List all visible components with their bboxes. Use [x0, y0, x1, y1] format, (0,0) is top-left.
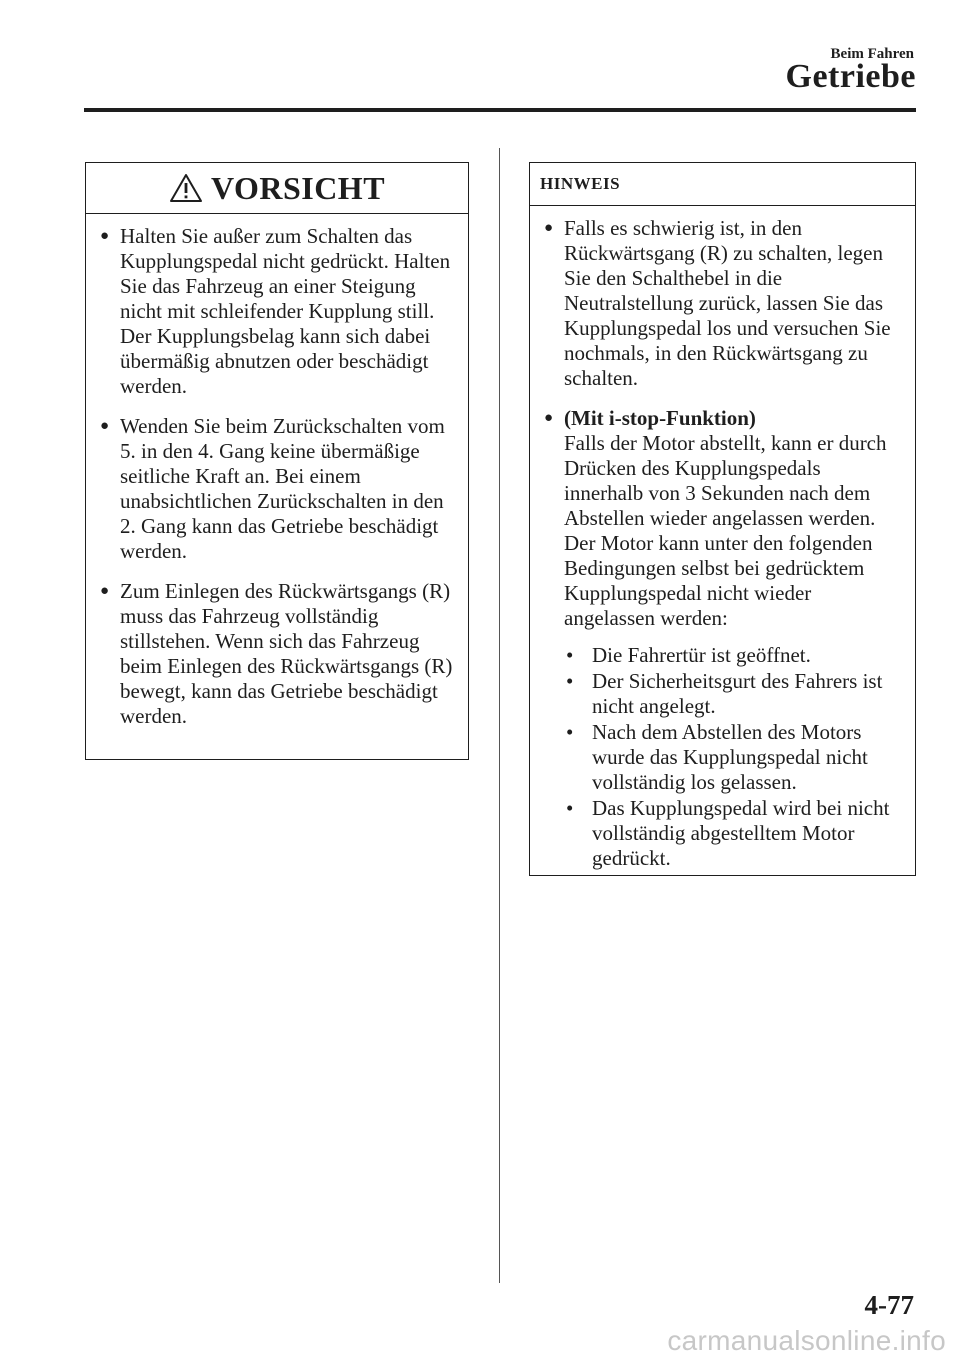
note-header: [530, 163, 915, 206]
footer-url[interactable]: carmanualsonline.info: [667, 1325, 946, 1356]
warning-triangle-icon: [169, 173, 203, 203]
bullet-icon: ●: [544, 410, 554, 426]
sub-bullet-icon: •: [566, 669, 574, 693]
header-rule: [84, 108, 916, 112]
bullet-icon: ●: [544, 220, 554, 236]
caution-item-text: Halten Sie außer zum Schalten das Kupplungspedal nicht gedrückt. Halten Sie das Fahrzeug an einer Steigung nicht mit schleifender Kupplung still. Der Kupplungsbelag kann sich dabei übermäßig abnutzen oder beschädigt werden.: [120, 224, 451, 398]
bullet-icon: ●: [100, 583, 110, 599]
list-item: [564, 796, 903, 871]
caution-body: [86, 214, 468, 729]
note-item-text: Falls es schwierig ist, in den Rückwärtsgang (R) zu schalten, legen Sie den Schalthebel in die Neutralstellung zurück, lassen Sie das Kupplungspedal los und versuchen Sie nochmals, in den Rückwärtsgang zu schalten.: [564, 216, 891, 390]
list-item-text: Der Sicherheitsgurt des Fahrers ist nicht angelegt.: [592, 669, 883, 718]
caution-box: [85, 162, 469, 760]
note-body: [530, 206, 915, 871]
note-box: [529, 162, 916, 876]
note-sub-list: [564, 643, 903, 871]
sub-bullet-icon: •: [566, 643, 574, 667]
list-item: [564, 669, 903, 719]
page-number: 4-77: [864, 1290, 914, 1320]
caution-item: [96, 224, 456, 399]
caution-title: VORSICHT: [210, 169, 386, 206]
list-item-text: Nach dem Abstellen des Motors wurde das Kupplungspedal nicht vollständig los gelassen.: [592, 720, 868, 794]
caution-item: [96, 579, 456, 729]
list-item-text: Die Fahrertür ist geöffnet.: [592, 643, 811, 667]
bullet-icon: ●: [100, 228, 110, 244]
caution-item-text: Zum Einlegen des Rückwärtsgangs (R) muss das Fahrzeug vollständig stillstehen. Wenn sich das Fahrzeug beim Einlegen des Rückwärtsgangs (R) bewegt, kann das Getriebe beschädigt werden.: [120, 579, 453, 728]
sub-bullet-icon: •: [566, 796, 574, 820]
column-divider: [499, 148, 500, 1283]
sub-bullet-icon: •: [566, 720, 574, 744]
caution-header: [86, 163, 468, 214]
list-item-text: Das Kupplungspedal wird bei nicht vollständig abgestelltem Motor gedrückt.: [592, 796, 890, 870]
caution-item: [96, 414, 456, 564]
list-item: [564, 643, 903, 668]
list-item: [564, 720, 903, 795]
header-section: Beim Fahren: [830, 46, 914, 62]
note-title: HINWEIS: [540, 174, 621, 193]
bullet-icon: ●: [100, 418, 110, 434]
page-title: Getriebe: [785, 58, 916, 95]
note-item: [540, 216, 903, 391]
note-item-text: Falls der Motor abstellt, kann er durch Drücken des Kupplungspedals innerhalb von 3 Sekunden nach dem Abstellen wieder angelassen werden. Der Motor kann unter den folgenden Bedingungen selbst bei gedrücktem Kupplungspedal nicht wieder angelassen werden:: [564, 431, 887, 630]
note-item-heading: (Mit i-stop-Funktion): [564, 406, 756, 430]
caution-item-text: Wenden Sie beim Zurückschalten vom 5. in den 4. Gang keine übermäßige seitliche Kraft an. Bei einem unabsichtlichen Zurückschalten in den 2. Gang kann das Getriebe beschädigt werden.: [120, 414, 445, 563]
note-item: [540, 406, 903, 871]
